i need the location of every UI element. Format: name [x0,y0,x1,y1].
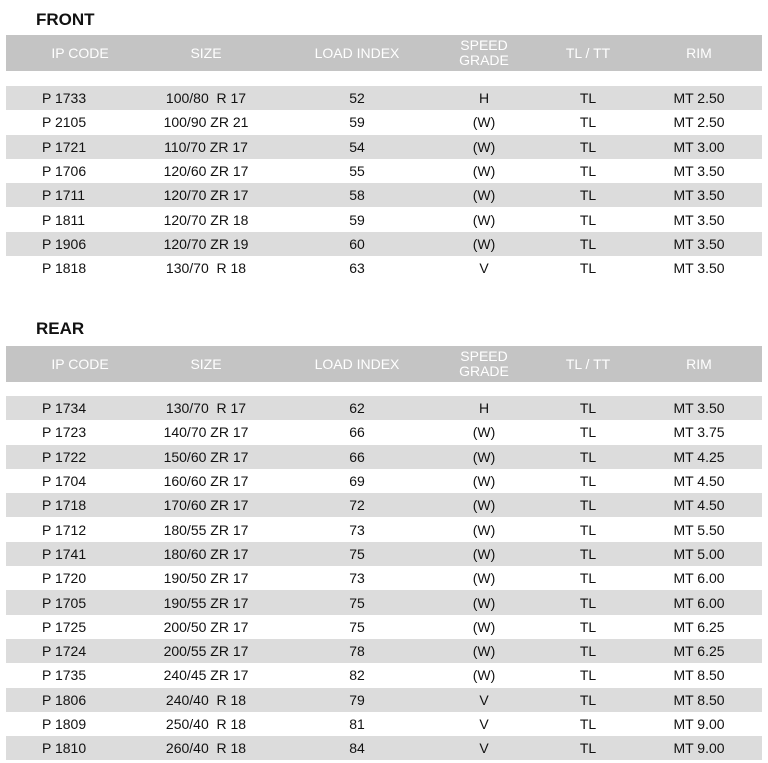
tl-tt-cell: TL [579,424,597,441]
size-cell: 120/60 ZR 17 [163,163,249,180]
load-index-cell: 72 [349,497,365,514]
load-index-cell: 75 [349,618,365,635]
size-cell: 130/70 R 17 [165,400,247,417]
speed-grade-cell: (W) [472,667,496,684]
load-index-cell: 73 [349,570,365,587]
header-rim: RIM [686,44,712,61]
rear-table-header [6,346,762,382]
rim-cell: MT 4.50 [673,497,725,514]
table-row [6,420,762,444]
table-row [6,712,762,736]
ip-code-cell: P 1735 [42,667,87,684]
size-cell: 190/50 ZR 17 [163,570,249,587]
size-cell: 120/70 ZR 18 [163,211,249,228]
size-cell: 110/70 ZR 17 [164,138,248,155]
tl-tt-cell: TL [579,473,597,490]
size-cell: 140/70 ZR 17 [163,424,249,441]
ip-code-cell: P 1734 [42,400,87,417]
ip-code-cell: P 1733 [42,90,87,107]
rim-cell: MT 6.25 [673,618,725,635]
header-rim: RIM [686,355,712,372]
rim-cell: MT 2.50 [673,90,725,107]
rim-cell: MT 5.00 [673,545,725,562]
tl-tt-cell: TL [579,187,597,204]
rim-cell: MT 9.00 [673,740,725,757]
front-table-body [6,86,762,280]
rim-cell: MT 3.75 [673,424,725,441]
rim-cell: MT 3.50 [673,211,725,228]
tl-tt-cell: TL [579,497,597,514]
table-row [6,688,762,712]
speed-grade-cell: (W) [472,473,496,490]
tl-tt-cell: TL [579,114,597,131]
tl-tt-cell: TL [579,400,597,417]
header-speed-grade [428,349,540,379]
ip-code-cell: P 1721 [42,138,87,155]
speed-grade-cell: (W) [472,163,496,180]
tl-tt-cell: TL [579,260,597,277]
rim-cell: MT 8.50 [673,667,725,684]
load-index-cell: 63 [349,260,365,277]
rim-cell: MT 6.00 [673,594,725,611]
table-row [6,183,762,207]
header-speed-grade [428,38,540,68]
rim-cell: MT 3.50 [673,187,725,204]
size-cell: 180/60 ZR 17 [163,545,249,562]
header-ip-code: IP CODE [51,44,109,61]
tl-tt-cell: TL [579,138,597,155]
ip-code-cell: P 1722 [42,448,87,465]
speed-grade-cell: (W) [472,138,496,155]
front-table-header [6,35,762,71]
load-index-cell: 78 [349,643,365,660]
rim-cell: MT 9.00 [673,716,725,732]
speed-grade-cell: (W) [472,643,496,660]
rim-cell: MT 4.25 [673,448,725,465]
tl-tt-cell: TL [579,667,597,684]
speed-grade-cell: (W) [472,521,496,538]
speed-grade-cell: V [479,691,489,708]
size-cell: 100/90 ZR 21 [163,114,249,131]
header-load-index: LOAD INDEX [314,44,400,61]
tl-tt-cell: TL [579,448,597,465]
rim-cell: MT 3.50 [673,235,725,252]
table-row [6,135,762,159]
size-cell: 180/55 ZR 17 [163,521,249,538]
load-index-cell: 84 [349,740,365,757]
rim-cell: MT 6.00 [673,570,725,587]
speed-grade-cell: (W) [472,594,496,611]
size-cell: 170/60 ZR 17 [163,497,249,514]
ip-code-cell: P 1718 [42,497,87,514]
load-index-cell: 55 [349,163,365,180]
table-row [6,396,762,420]
header-size: SIZE [190,355,222,372]
rim-cell: MT 4.50 [673,473,725,490]
table-row [6,590,762,614]
table-row [6,493,762,517]
size-cell: 200/55 ZR 17 [163,643,249,660]
ip-code-cell: P 1741 [42,545,87,562]
header-tl-tt: TL / TT [565,355,611,372]
rim-cell: MT 5.50 [673,521,725,538]
front-title: FRONT [36,10,95,29]
load-index-cell: 82 [349,667,365,684]
load-index-cell: 59 [349,114,365,131]
load-index-cell: 62 [349,400,365,417]
table-row [6,86,762,110]
speed-grade-cell: (W) [472,235,496,252]
ip-code-cell: P 1706 [42,163,87,180]
ip-code-cell: P 1906 [42,235,87,252]
header-speed-line2: GRADE [459,363,509,379]
speed-grade-cell: V [479,260,489,277]
load-index-cell: 69 [349,473,365,490]
load-index-cell: 58 [349,187,365,204]
load-index-cell: 54 [349,138,365,155]
tl-tt-cell: TL [579,643,597,660]
load-index-cell: 81 [349,716,365,732]
table-row [6,232,762,256]
size-cell: 150/60 ZR 17 [163,448,249,465]
speed-grade-cell: (W) [472,424,496,441]
size-cell: 160/60 ZR 17 [163,473,249,490]
speed-grade-cell: H [478,400,490,417]
ip-code-cell: P 1704 [42,473,87,490]
rim-cell: MT 3.50 [673,400,725,417]
load-index-cell: 75 [349,545,365,562]
speed-grade-cell: H [478,90,490,107]
tl-tt-cell: TL [579,594,597,611]
speed-grade-cell: V [479,716,489,732]
tl-tt-cell: TL [579,235,597,252]
speed-grade-cell: (W) [472,448,496,465]
rim-cell: MT 8.50 [673,691,725,708]
tl-tt-cell: TL [579,691,597,708]
table-row [6,207,762,231]
speed-grade-cell: (W) [472,114,496,131]
tl-tt-cell: TL [579,521,597,538]
ip-code-cell: P 1720 [42,570,87,587]
ip-code-cell: P 1711 [42,187,86,204]
load-index-cell: 66 [349,448,365,465]
ip-code-cell: P 1811 [42,211,86,228]
table-row [6,469,762,493]
size-cell: 190/55 ZR 17 [163,594,249,611]
rim-cell: MT 3.00 [673,138,725,155]
load-index-cell: 59 [349,211,365,228]
ip-code-cell: P 1723 [42,424,87,441]
ip-code-cell: P 1818 [42,260,87,277]
size-cell: 250/40 R 18 [165,716,247,732]
rear-title: REAR [36,319,85,338]
rim-cell: MT 2.50 [673,114,725,131]
tl-tt-cell: TL [579,618,597,635]
load-index-cell: 73 [349,521,365,538]
speed-grade-cell: (W) [472,618,496,635]
table-row [6,445,762,469]
header-speed-line1: SPEED [460,37,508,53]
speed-grade-cell: (W) [472,545,496,562]
tl-tt-cell: TL [579,163,597,180]
load-index-cell: 75 [349,594,365,611]
ip-code-cell: P 1724 [42,643,87,660]
tl-tt-cell: TL [579,545,597,562]
header-speed-line2: GRADE [459,52,509,68]
size-cell: 240/40 R 18 [165,691,247,708]
table-row [6,159,762,183]
ip-code-cell: P 1705 [42,594,87,611]
table-row [6,615,762,639]
header-speed-line1: SPEED [460,348,508,364]
size-cell: 120/70 ZR 17 [163,187,249,204]
rear-table-body [6,396,762,760]
rim-cell: MT 6.25 [673,643,725,660]
ip-code-cell: P 1806 [42,691,87,708]
load-index-cell: 79 [349,691,365,708]
table-row [6,110,762,134]
speed-grade-cell: (W) [472,497,496,514]
header-tl-tt: TL / TT [565,44,611,61]
header-size: SIZE [190,44,222,61]
size-cell: 120/70 ZR 19 [163,235,249,252]
size-cell: 240/45 ZR 17 [163,667,249,684]
header-ip-code: IP CODE [51,355,109,372]
rim-cell: MT 3.50 [673,163,725,180]
speed-grade-cell: (W) [472,211,496,228]
rim-cell: MT 3.50 [673,260,725,277]
load-index-cell: 60 [349,235,365,252]
ip-code-cell: P 1810 [42,740,87,757]
table-row [6,736,762,760]
header-load-index: LOAD INDEX [314,355,400,372]
tl-tt-cell: TL [579,740,597,757]
size-cell: 200/50 ZR 17 [163,618,249,635]
tl-tt-cell: TL [579,716,597,732]
table-row [6,256,762,280]
size-cell: 130/70 R 18 [165,260,247,277]
ip-code-cell: P 1809 [42,716,87,732]
load-index-cell: 52 [349,90,365,107]
ip-code-cell: P 1712 [42,521,87,538]
ip-code-cell: P 2105 [42,114,87,131]
table-row [6,663,762,687]
table-row [6,542,762,566]
load-index-cell: 66 [349,424,365,441]
table-row [6,517,762,541]
tl-tt-cell: TL [579,211,597,228]
table-row [6,566,762,590]
ip-code-cell: P 1725 [42,618,87,635]
speed-grade-cell: (W) [472,570,496,587]
size-cell: 260/40 R 18 [165,740,247,757]
tl-tt-cell: TL [579,90,597,107]
tl-tt-cell: TL [579,570,597,587]
speed-grade-cell: V [479,740,489,757]
speed-grade-cell: (W) [472,187,496,204]
table-row [6,639,762,663]
size-cell: 100/80 R 17 [165,90,247,107]
